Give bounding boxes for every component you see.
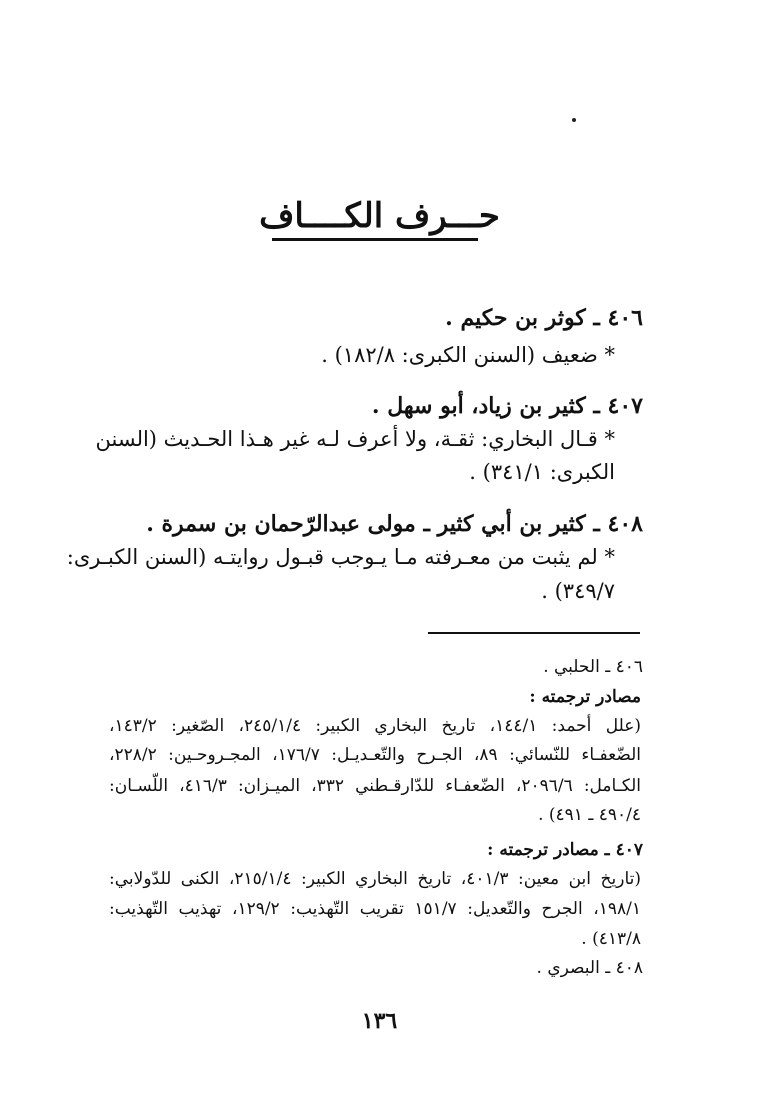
entry-text: * قـال البخاري: ثقـة، ولا أعرف لـه غير هـذا الحـديث (السنن: [95, 427, 615, 451]
footnote-line: (علل أحمد: ١٤٤/١، تاريخ البخاري الكبير: ٢٤٥/١/٤، الصّغير: ١٤٣/٢،: [109, 716, 641, 736]
footnote-heading: مصادر ترجمته :: [529, 687, 641, 707]
footnote-heading: ٤٠٧ ـ مصادر ترجمته :: [487, 840, 643, 860]
footnote-line: ١٩٨/١، الجرح والتّعديل: ١٥١/٧ تقريب التّهذيب: ١٢٩/٢، تهذيب التّهذيب:: [109, 899, 641, 919]
entry-text: * لم يثبت من معـرفته مـا يـوجب قبـول روايتـه (السنن الكبـرى:: [66, 545, 615, 569]
entry-text: * ضعيف (السنن الكبرى: ١٨٢/٨) .: [321, 343, 615, 367]
chapter-title: حـــرف الكــــاف: [259, 196, 500, 236]
entry-heading: ٤٠٧ ـ كثير بن زياد، أبو سهل .: [371, 393, 643, 419]
footnote-line: ٤٩٠/٤ ـ ٤٩١) .: [538, 805, 641, 825]
footnote-line: ٤٠٦ ـ الحلبي .: [543, 657, 643, 677]
footnote-separator: [428, 632, 640, 634]
footnote-line: ٤١٣/٨) .: [581, 929, 641, 949]
entry-heading: ٤٠٨ ـ كثير بن أبي كثير ـ مولى عبدالرّحمان بن سمرة .: [146, 511, 643, 537]
footnote-line: الكـامل: ٢٠٩٦/٦، الضّعفـاء للدّارقـطني ٣٣٢، الميـزان: ٤١٦/٣، اللّسـان:: [109, 776, 641, 796]
entry-text: الكبرى: ٣٤١/١) .: [469, 460, 615, 484]
ink-speck: [572, 118, 576, 122]
footnote-line: ٤٠٨ ـ البصري .: [536, 958, 643, 978]
entry-heading: ٤٠٦ ـ كوثر بن حكيم .: [445, 305, 643, 331]
footnote-line: (تاريخ ابن معين: ٤٠١/٣، تاريخ البخاري الكبير: ٢١٥/١/٤، الكنى للدّولابي:: [109, 869, 641, 889]
chapter-title-underline: [272, 238, 478, 241]
page-number: ١٣٦: [361, 1008, 398, 1034]
footnote-line: الضّعفـاء للنّسائي: ٨٩، الجـرح والتّعـديـل: ١٧٦/٧، المجـروحـين: ٢٢٨/٢،: [109, 745, 641, 765]
entry-text: ٣٤٩/٧) .: [541, 579, 615, 603]
